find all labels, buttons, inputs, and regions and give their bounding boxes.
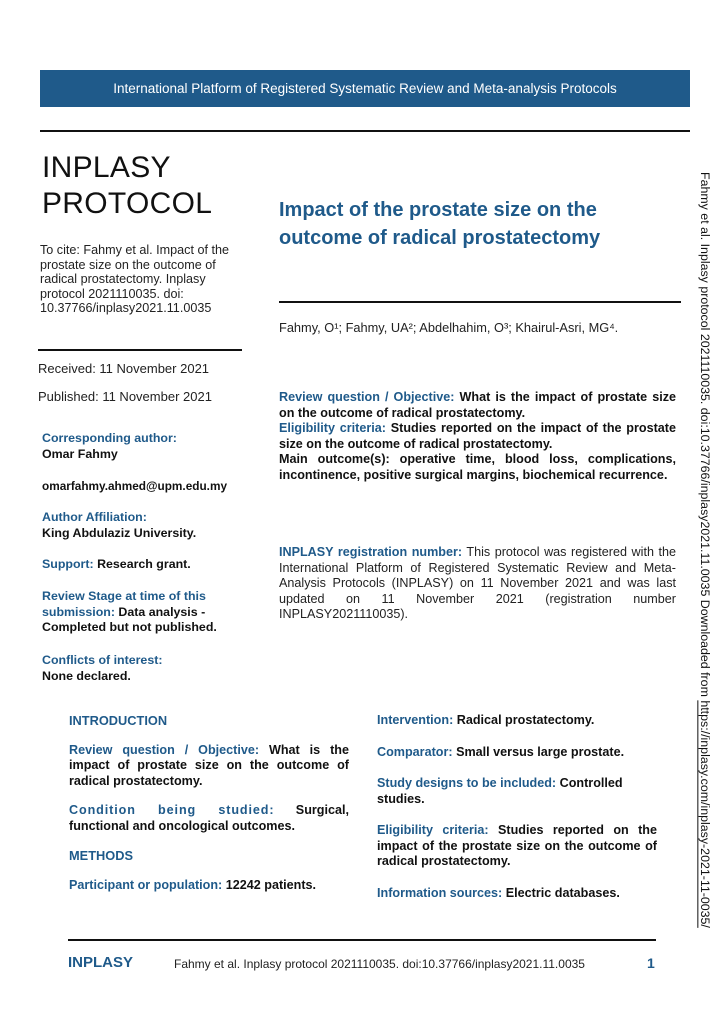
information-sources-value: Electric databases. [502,885,620,900]
body-eligibility-label: Eligibility criteria: [377,823,489,837]
body-eligibility-value: Studies reported on the impact of the prostate size on the outcome of radical prostatectomy. [377,823,657,868]
review-stage-value: Data analysis - Completed but not published. [42,604,217,634]
body-review-question-value: What is the impact of prostate size on the outcome of radical prostatectomy. [69,742,349,788]
body-eligibility [377,823,657,870]
comparator-value: Small versus large prostate. [452,744,625,759]
brand-line-2: PROTOCOL [42,187,213,220]
affiliation-label: Author Affiliation: [42,510,147,524]
banner-text: International Platform of Registered Systematic Review and Meta-analysis Protocols [113,81,617,96]
abstract-review-question-value: What is the impact of prostate size on the outcome of radical prostatectomy. [279,390,677,420]
information-sources-label: Information sources: [377,885,503,900]
vertical-note-text: Fahmy et al. Inplasy protocol 2021110035. doi:10.37766/inplasy2021.11.0035 Downloaded from [698,172,712,701]
author-affiliation-section [42,510,252,541]
footer-citation: Fahmy et al. Inplasy protocol 2021110035. doi:10.37766/inplasy2021.11.0035 [174,957,585,971]
conflicts-section [42,653,252,684]
sidebar-divider [38,349,242,351]
condition-label: Condition being studied: [69,803,275,817]
support-section [42,557,252,573]
conflicts-label: Conflicts of interest: [42,653,163,667]
support-label: Support: [42,557,94,571]
title-divider [279,301,681,303]
abstract-block [279,390,676,483]
abstract-eligibility-value: Studies reported on the impact of the prostate size on the outcome of radical prostatectomy. [279,421,676,451]
participant-label: Participant or population: [69,877,223,892]
abstract-review-question [279,390,676,421]
top-divider [40,130,690,132]
introduction-heading: INTRODUCTION [69,713,168,728]
citation-text: To cite: Fahmy et al. Impact of the prostate size on the outcome of radical prostatectomy. Inplasy protocol 2021110035. doi: 10.37766/inplasy2021.11.0035 [40,243,229,316]
corresponding-author-section [42,431,252,462]
registration-block [279,545,676,623]
received-date: Received: 11 November 2021 [38,361,210,376]
vertical-download-note [698,172,712,928]
condition-studied [69,803,349,834]
body-review-question [69,743,349,790]
abstract-eligibility [279,421,676,452]
registration-label: INPLASY registration number: [279,545,463,559]
methods-heading: METHODS [69,848,133,863]
intervention [377,713,657,729]
header-banner [40,70,690,107]
intervention-label: Intervention: [377,713,454,727]
author-email[interactable]: omarfahmy.ahmed@upm.edu.my [42,479,228,493]
condition-value: Surgical, functional and oncological outcomes. [69,803,349,833]
participant-population [69,878,349,894]
body-right-column [377,713,657,901]
corresponding-author-label: Corresponding author: [42,431,177,445]
footer-brand: INPLASY [68,954,134,971]
intervention-value: Radical prostatectomy. [453,713,595,727]
comparator [377,745,657,761]
published-date: Published: 11 November 2021 [38,389,212,404]
conflicts-value: None declared. [42,668,131,683]
study-designs [377,776,657,807]
study-designs-value: Controlled studies. [377,776,623,806]
abstract-review-question-label: Review question / Objective: [279,390,455,404]
body-review-question-label: Review question / Objective: [69,742,260,757]
corresponding-author-name: Omar Fahmy [42,446,118,461]
paper-title: Impact of the prostate size on the outcome of radical prostatectomy [279,199,601,249]
registration-value: This protocol was registered with the International Platform of Registered Systematic Review and Meta-Analysis Protocols (INPLASY) on 11 November 2021 and was last updated on 11 November 2021 (registration number INPLASY2021110035). [279,545,676,621]
review-stage-label: Review Stage at time of this submission: [42,589,206,619]
information-sources [377,886,657,902]
body-left-column [69,713,349,893]
review-stage-section [42,589,252,636]
brand-line-1: INPLASY [42,151,171,184]
footer-divider [68,939,656,941]
page-number: 1 [647,955,655,971]
download-link[interactable]: https://inplasy.com/inplasy-2021-11-0035/ [698,700,712,928]
abstract-eligibility-label: Eligibility criteria: [279,421,386,435]
author-list: Fahmy, O¹; Fahmy, UA²; Abdelhahim, O³; Khairul-Asri, MG⁴. [279,320,619,335]
affiliation-value: King Abdulaziz University. [42,525,197,540]
study-designs-label: Study designs to be included: [377,776,557,790]
protocol-brand-title [42,150,212,222]
abstract-main-outcomes: Main outcome(s): operative time, blood loss, complications, incontinence, positive surgical margins, biochemical recurrence. [279,452,676,482]
comparator-label: Comparator: [377,744,453,759]
support-value: Research grant. [93,557,191,571]
participant-value: 12242 patients. [222,877,317,892]
